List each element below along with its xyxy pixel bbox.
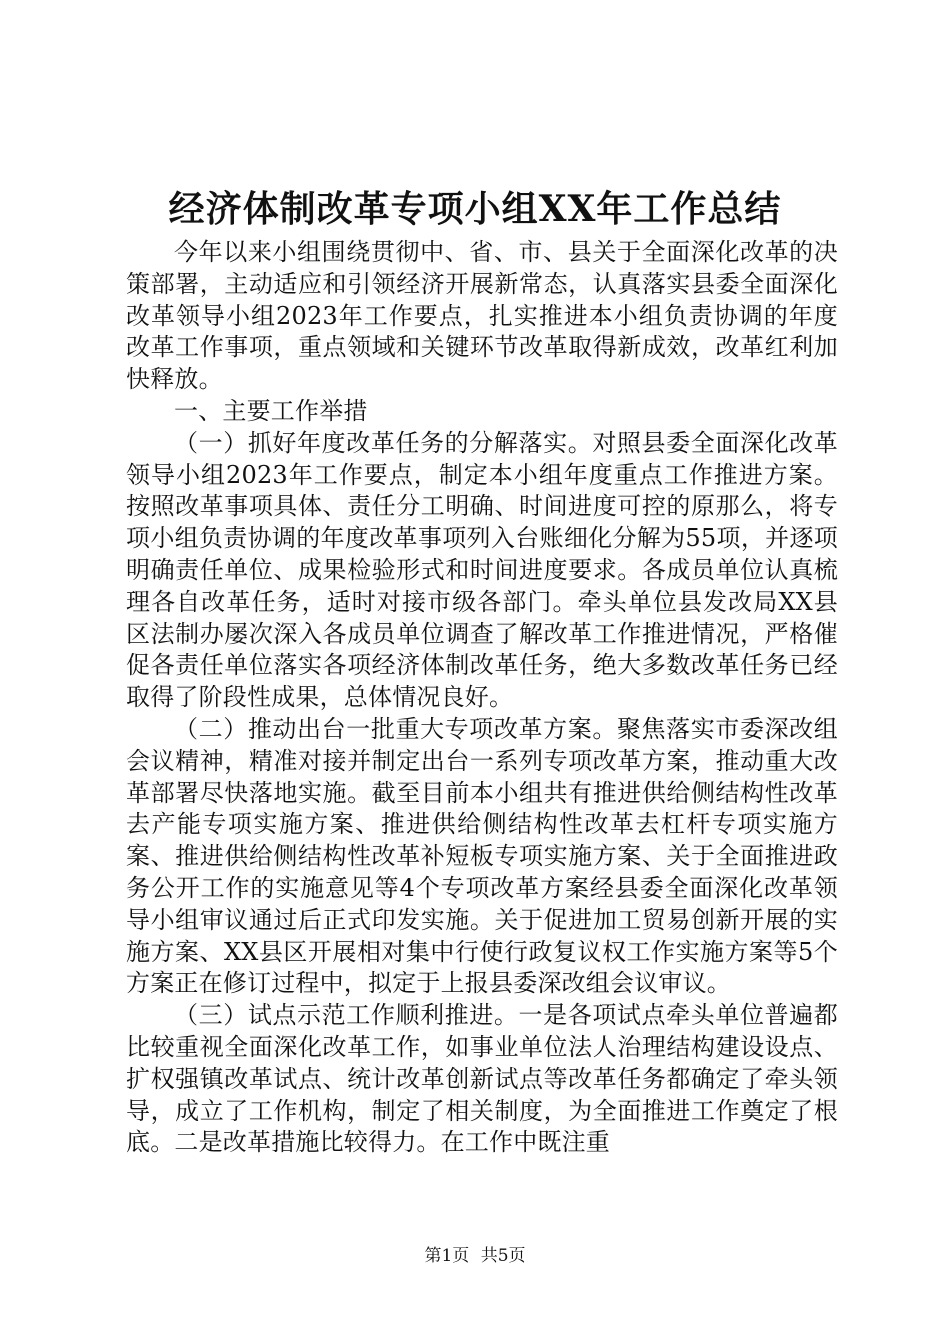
page-footer [0,1244,950,1268]
paragraph-item-1: （一）抓好年度改革任务的分解落实。对照县委全面深化改革领导小组2023年工作要点，制定本小组年度重点工作推进方案。按照改革事项具体、责任分工明确、时间进度可控的原那么，将专项小组负责协调的年度改革事项列入台账细化分解为55项，并逐项明确责任单位、成果检验形式和时间进度要求。各成员单位认真梳理各自改革任务，适时对接市级各部门。牵头单位县发改局XX县区法制办屡次深入各成员单位调查了解改革工作推进情况，严格催促各责任单位落实各项经济体制改革任务，绝大多数改革任务已经取得了阶段性成果，总体情况良好。 [126,428,838,712]
paragraph-item-3: （三）试点示范工作顺利推进。一是各项试点牵头单位普遍都比较重视全面深化改革工作，如事业单位法人治理结构建设设点、扩权强镇改革试点、统计改革创新试点等改革任务都确定了牵头领导，成立了工作机构，制定了相关制度，为全面推进工作奠定了根底。二是改革措施比较得力。在工作中既注重 [126,1001,838,1157]
page-number: 第1页 [424,1246,470,1266]
document-title: 经济体制改革专项小组XX年工作总结 [168,188,782,230]
section-heading: 一、主要工作举措 [174,396,368,425]
page-total: 共5页 [480,1246,526,1266]
paragraph-intro: 今年以来小组围绕贯彻中、省、市、县关于全面深化改革的决策部署，主动适应和引领经济开展新常态，认真落实县委全面深化改革领导小组2023年工作要点，扎实推进本小组负责协调的年度改革工作事项，重点领域和关键环节改革取得新成效，改革红利加快释放。 [126,238,838,394]
paragraph-item-2: （二）推动出台一批重大专项改革方案。聚焦落实市委深改组会议精神，精准对接并制定出台一系列专项改革方案，推动重大改革部署尽快落地实施。截至目前本小组共有推进供给侧结构性改革去产能专项实施方案、推进供给侧结构性改革去杠杆专项实施方案、推进供给侧结构性改革补短板专项实施方案、关于全面推进政务公开工作的实施意见等4个专项改革方案经县委全面深化改革领导小组审议通过后正式印发实施。关于促进加工贸易创新开展的实施方案、XX县区开展相对集中行使行政复议权工作实施方案等5个方案正在修订过程中，拟定于上报县委深改组会议审议。 [126,714,838,998]
document-body [126,237,838,1159]
